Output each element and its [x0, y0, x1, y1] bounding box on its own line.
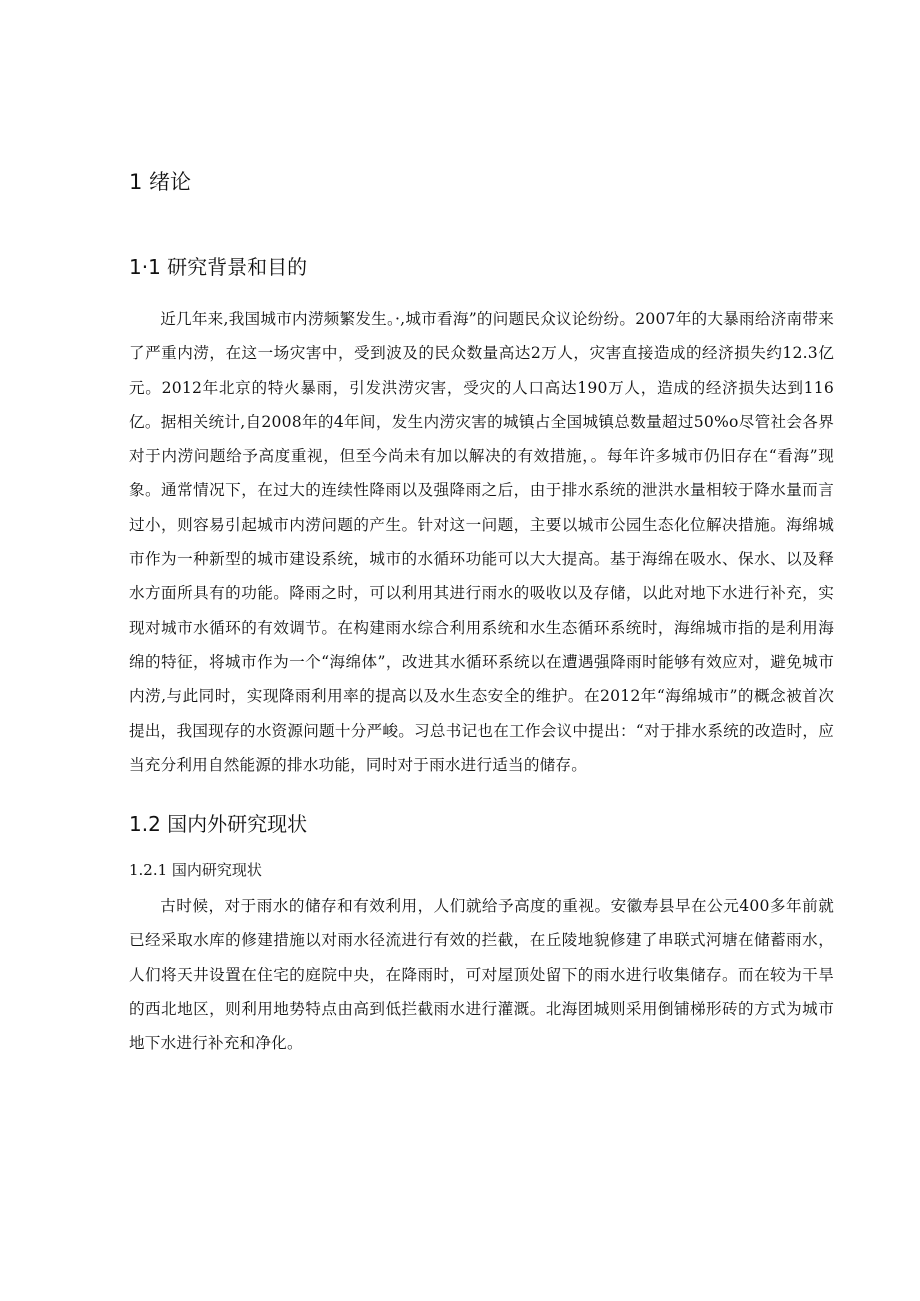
- subsection-1-2-1-paragraph: 古时候，对于雨水的储存和有效利用，人们就给予高度的重视。安徽寿县早在公元400多年前就已经采取水库的修建措施以对雨水径流进行有效的拦截，在丘陵地貌修建了串联式河塘在储蓄雨水，人们将天井设置在住宅的庭院中央，在降雨时，可对屋顶处留下的雨水进行收集储存。而在较为干旱的西北地区，则利用地势特点由高到低拦截雨水进行灌溉。北海团城则采用倒铺梯形砖的方式为城市地下水进行补充和净化。: [129, 897, 834, 1053]
- section-1-2-title: 1.2 国内外研究现状: [129, 812, 308, 837]
- chapter-title: 1 绪论: [129, 170, 192, 194]
- subsection-1-2-1-title: 1.2.1 国内研究现状: [129, 861, 262, 880]
- section-1-1-title: 1·1 研究背景和目的: [129, 255, 308, 279]
- page-content: [129, 167, 834, 1061]
- section-1-1-paragraph: 近几年来,我国城市内涝频繁发生。·,城市看海”的问题民众议论纷纷。2007年的大暴雨给济南带来了严重内涝，在这一场灾害中，受到波及的民众数量高达2万人，灾害直接造成的经济损失约12.3亿元。2012年北京的特火暴雨，引发洪涝灾害，受灾的人口高达190万人，造成的经济损失达到116亿。据相关统计,自2008年的4年间，发生内涝灾害的城镇占全国城镇总数量超过50%o尽管社会各界对于内涝问题给予高度重视，但至今尚未有加以解决的有效措施，。每年许多城市仍旧存在“看海”现象。通常情况下，在过大的连续性降雨以及强降雨之后，由于排水系统的泄洪水量相较于降水量而言过小，则容易引起城市内涝问题的产生。针对这一问题，主要以城市公园生态化位解决措施。海绵城市作为一种新型的城市建设系统，城市的水循环功能可以大大提高。基于海绵在吸水、保水、以及释水方面所具有的功能。降雨之时，可以利用其进行雨水的吸收以及存储，以此对地下水进行补充，实现对城市水循环的有效调节。在构建雨水综合利用系统和水生态循环系统时，海绵城市指的是利用海绵的特征，将城市作为一个“海绵体”，改进其水循环系统以在遭遇强降雨时能够有效应对，避免城市内涝,与此同时，实现降雨利用率的提高以及水生态安全的维护。在2012年“海绵城市”的概念被首次提出，我国现存的水资源问题十分严峻。习总书记也在工作会议中提出：“对于排水系统的改造时，应当充分利用自然能源的排水功能，同时对于雨水进行适当的储存。: [129, 310, 834, 774]
